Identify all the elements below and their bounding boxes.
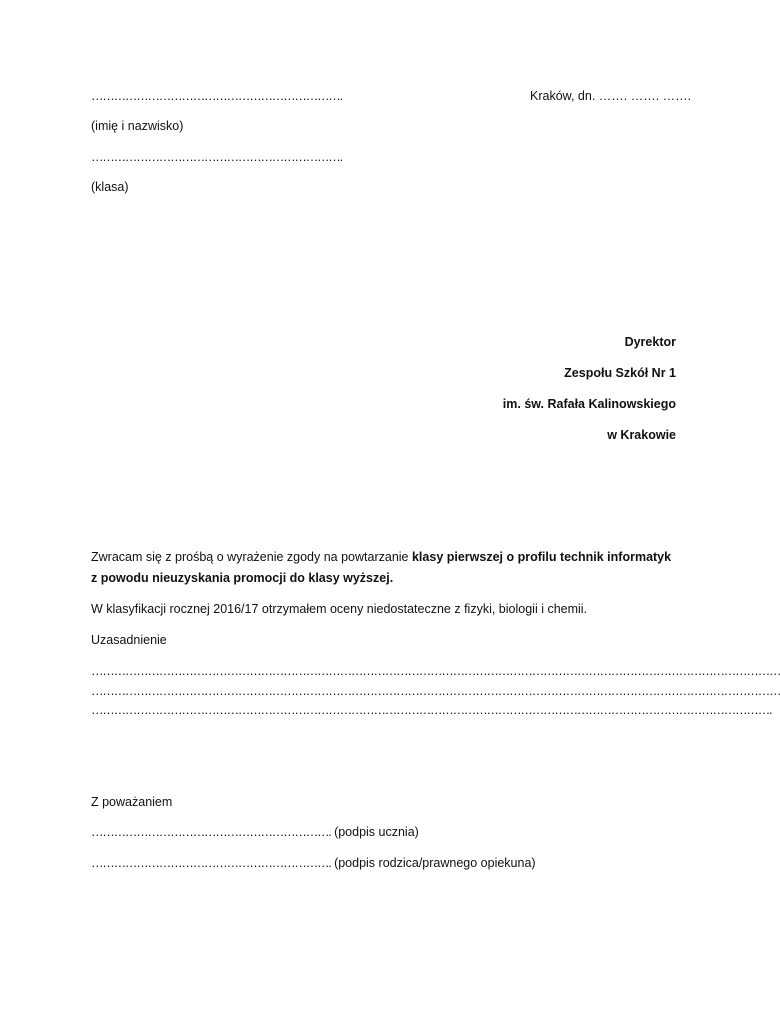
class-label: (klasa) — [91, 180, 129, 194]
recipient-city: w Krakowie — [607, 428, 676, 442]
parent-signature-dots: ………………………………………………………. — [91, 856, 331, 870]
student-signature-label: (podpis ucznia) — [334, 825, 419, 839]
parent-signature-label: (podpis rodzica/prawnego opiekuna) — [334, 856, 536, 870]
justification-dots-3: ………………………………………………………………………………………………………………………………………………………………. — [91, 703, 772, 717]
recipient-school: Zespołu Szkół Nr 1 — [564, 366, 676, 380]
parent-signature-line — [91, 855, 536, 871]
request-line-1 — [91, 549, 671, 565]
student-signature-line — [91, 824, 419, 840]
class-dots-line: …………………………………………………………. — [91, 150, 342, 164]
request-bold-text: klasy pierwszej o profilu technik informatyk — [411, 550, 672, 564]
place-date: Kraków, dn. ……. ……. ……. — [530, 89, 692, 103]
name-dots-line: …………………………………………………………. — [91, 89, 342, 103]
justification-dots-1: ………………………………………………………………………………………………………………………………………………………………… — [91, 664, 780, 678]
student-signature-dots: ………………………………………………………. — [91, 825, 331, 839]
justification-label: Uzasadnienie — [91, 633, 167, 647]
regards: Z poważaniem — [91, 795, 173, 809]
justification-dots-2: ………………………………………………………………………………………………………………………………………………………………… — [91, 684, 780, 698]
name-label: (imię i nazwisko) — [91, 119, 184, 133]
grades-statement: W klasyfikacji rocznej 2016/17 otrzymałem oceny niedostateczne z fizyki, biologii i chemii. — [91, 602, 588, 616]
request-line-2: z powodu nieuzyskania promocji do klasy wyższej. — [91, 571, 394, 585]
recipient-patron: im. św. Rafała Kalinowskiego — [502, 397, 676, 411]
request-text: Zwracam się z prośbą o wyrażenie zgody na powtarzanie — [91, 550, 412, 564]
recipient-title: Dyrektor — [624, 335, 676, 349]
